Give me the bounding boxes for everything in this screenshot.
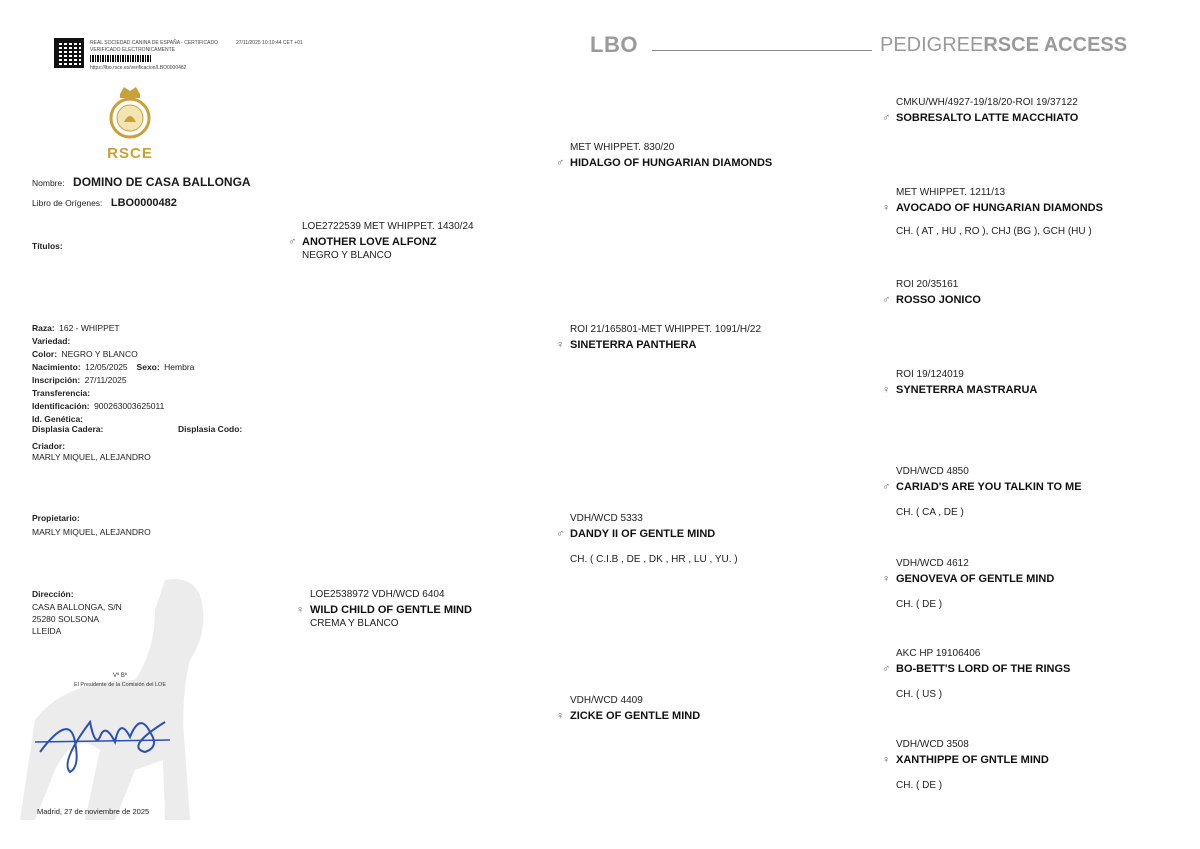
signature-icon — [30, 692, 180, 782]
female-icon: ♀ — [556, 339, 565, 351]
genetica-label: Id. Genética: — [32, 414, 84, 424]
sire-entry — [288, 221, 474, 261]
signature-place-date: Madrid, 27 de noviembre de 2025 — [37, 807, 150, 816]
female-icon: ♀ — [882, 573, 891, 585]
ggp-name: GENOVEVA OF GENTLE MIND — [896, 573, 1055, 585]
direccion-line1: CASA BALLONGA, S/N — [32, 602, 122, 612]
ggp-name: XANTHIPPE OF GNTLE MIND — [896, 754, 1049, 766]
sexo-value: Hembra — [164, 362, 195, 372]
ggp-code: ROI 20/35161 — [896, 279, 959, 290]
crest-icon — [104, 84, 156, 140]
header-pedigree — [880, 34, 1127, 57]
libro-number: LBO0000482 — [110, 197, 177, 209]
female-icon: ♀ — [296, 604, 305, 616]
sexo-label: Sexo: — [136, 362, 160, 372]
gp-name: ZICKE OF GENTLE MIND — [570, 710, 701, 722]
identificacion-value: 900263003625011 — [94, 401, 165, 411]
propietario-value: MARLY MIQUEL, ALEJANDRO — [32, 527, 151, 537]
header-rule — [652, 50, 872, 51]
ggp-code: ROI 19/124019 — [896, 369, 964, 380]
gp-code: VDH/WCD 4409 — [570, 695, 643, 706]
ggp-code: VDH/WCD 4850 — [896, 466, 969, 477]
female-icon: ♀ — [882, 202, 891, 214]
male-icon: ♂ — [882, 663, 891, 675]
header-pedigree-text: PEDIGREE — [880, 34, 984, 56]
color-label: Color: — [32, 349, 58, 359]
ggp-code: MET WHIPPET. 1211/13 — [896, 187, 1006, 198]
female-icon: ♀ — [882, 384, 891, 396]
direccion-line3: LLEIDA — [32, 626, 62, 636]
sire-code: LOE2722539 MET WHIPPET. 1430/24 — [302, 221, 474, 232]
raza-value: 162 - WHIPPET — [59, 323, 120, 333]
libro-row — [32, 193, 177, 211]
meta-line1: REAL SOCIEDAD CANINA DE ESPAÑA - CERTIFICADO — [90, 40, 218, 46]
color-value: NEGRO Y BLANCO — [61, 349, 138, 359]
ggp-name: SYNETERRA MASTRARUA — [896, 384, 1038, 396]
gp-entry — [556, 142, 772, 171]
female-icon: ♀ — [556, 710, 565, 722]
meta-line2: VERIFICADO ELECTRONICAMENTE — [90, 47, 176, 53]
transferencia-label: Transferencia: — [32, 388, 91, 398]
dam-name: WILD CHILD OF GENTLE MIND — [310, 604, 472, 616]
raza-label: Raza: — [32, 323, 55, 333]
ggp-code: CMKU/WH/4927-19/18/20-ROI 19/37122 — [896, 97, 1078, 108]
header-lbo: LBO — [590, 32, 638, 57]
header-rsce-access: RSCE ACCESS — [983, 34, 1128, 56]
rsce-logo — [104, 84, 156, 160]
inscripcion-label: Inscripción: — [32, 375, 81, 385]
male-icon: ♂ — [882, 112, 891, 124]
ggp-name: ROSSO JONICO — [896, 294, 981, 306]
ggp-entry — [882, 279, 981, 308]
ggp-code: VDH/WCD 3508 — [896, 739, 969, 750]
ggp-entry — [882, 466, 1082, 518]
gp-name: SINETERRA PANTHERA — [570, 339, 697, 351]
dog-name: DOMINO DE CASA BALLONGA — [73, 175, 251, 189]
gp-entry — [556, 324, 761, 353]
male-icon: ♂ — [556, 528, 565, 540]
male-icon: ♂ — [882, 294, 891, 306]
nacimiento-label: Nacimiento: — [32, 362, 81, 372]
ggp-title: CH. ( CA , DE ) — [896, 507, 964, 518]
gp-name: DANDY II OF GENTLE MIND — [570, 528, 716, 540]
ggp-code: AKC HP 19106406 — [896, 648, 981, 659]
ggp-entry — [882, 648, 1070, 700]
ggp-code: VDH/WCD 4612 — [896, 558, 969, 569]
meta-date: 27/11/2025 10:10:44 CET +01 — [236, 40, 303, 46]
nombre-label: Nombre: — [32, 178, 65, 188]
direccion-line2: 25280 SOLSONA — [32, 614, 100, 624]
dam-color: CREMA Y BLANCO — [310, 618, 399, 629]
gp-code: MET WHIPPET. 830/20 — [570, 142, 675, 153]
sire-color: NEGRO Y BLANCO — [302, 250, 392, 261]
codo-label: Displasia Codo: — [178, 424, 243, 434]
dog-details — [32, 318, 292, 422]
direccion-label: Dirección: — [32, 589, 74, 599]
gp-entry — [556, 695, 700, 724]
dog-name-row — [32, 173, 251, 191]
barcode-icon — [90, 55, 152, 62]
sire-name: ANOTHER LOVE ALFONZ — [302, 236, 437, 248]
identificacion-label: Identificación: — [32, 401, 90, 411]
propietario-label: Propietario: — [32, 513, 80, 523]
male-icon: ♂ — [556, 157, 565, 169]
ggp-entry — [882, 187, 1103, 237]
ggp-title: CH. ( DE ) — [896, 780, 943, 791]
libro-label: Libro de Orígenes: — [32, 198, 103, 208]
male-icon: ♂ — [288, 236, 297, 248]
ggp-name: CARIAD'S ARE YOU TALKIN TO ME — [896, 481, 1082, 493]
signature-vb: Vº Bº — [112, 673, 128, 679]
gp-code: ROI 21/165801-MET WHIPPET. 1091/H/22 — [570, 324, 762, 335]
meta-url: https://lbo.rsce.es/verificacion/LBO0000482 — [90, 65, 187, 71]
gp-entry — [556, 513, 738, 565]
ggp-entry — [882, 369, 1037, 398]
gp-code: VDH/WCD 5333 — [570, 513, 643, 524]
criador-value: MARLY MIQUEL, ALEJANDRO — [32, 452, 151, 462]
qr-code-icon — [54, 38, 84, 68]
criador-label: Criador: — [32, 441, 66, 451]
ggp-entry — [882, 739, 1049, 791]
titulos-label: Títulos: — [32, 241, 63, 251]
variedad-label: Variedad: — [32, 336, 71, 346]
signature-president: El Presidente de la Comisión del LOE — [73, 682, 167, 688]
gp-name: HIDALGO OF HUNGARIAN DIAMONDS — [570, 157, 773, 169]
inscripcion-value: 27/11/2025 — [84, 375, 127, 385]
cadera-label: Displasia Cadera: — [32, 424, 104, 434]
ggp-title: CH. ( AT , HU , RO ), CHJ (BG ), GCH (HU ) — [896, 226, 1092, 237]
ggp-name: AVOCADO OF HUNGARIAN DIAMONDS — [896, 202, 1103, 214]
ggp-title: CH. ( DE ) — [896, 599, 943, 610]
nacimiento-value: 12/05/2025 — [85, 362, 128, 372]
ggp-entry — [882, 558, 1054, 610]
male-icon: ♂ — [882, 481, 891, 493]
gp-title: CH. ( C.I.B , DE , DK , HR , LU , YU. ) — [570, 554, 738, 565]
ggp-entry — [882, 97, 1078, 126]
ggp-name: BO-BETT'S LORD OF THE RINGS — [896, 663, 1071, 675]
ggp-title: CH. ( US ) — [896, 689, 943, 700]
logo-text: RSCE — [107, 145, 153, 162]
header — [590, 32, 1150, 62]
ggp-name: SOBRESALTO LATTE MACCHIATO — [896, 112, 1079, 124]
female-icon: ♀ — [882, 754, 891, 766]
dam-code: LOE2538972 VDH/WCD 6404 — [310, 589, 445, 600]
dam-entry — [296, 589, 472, 629]
